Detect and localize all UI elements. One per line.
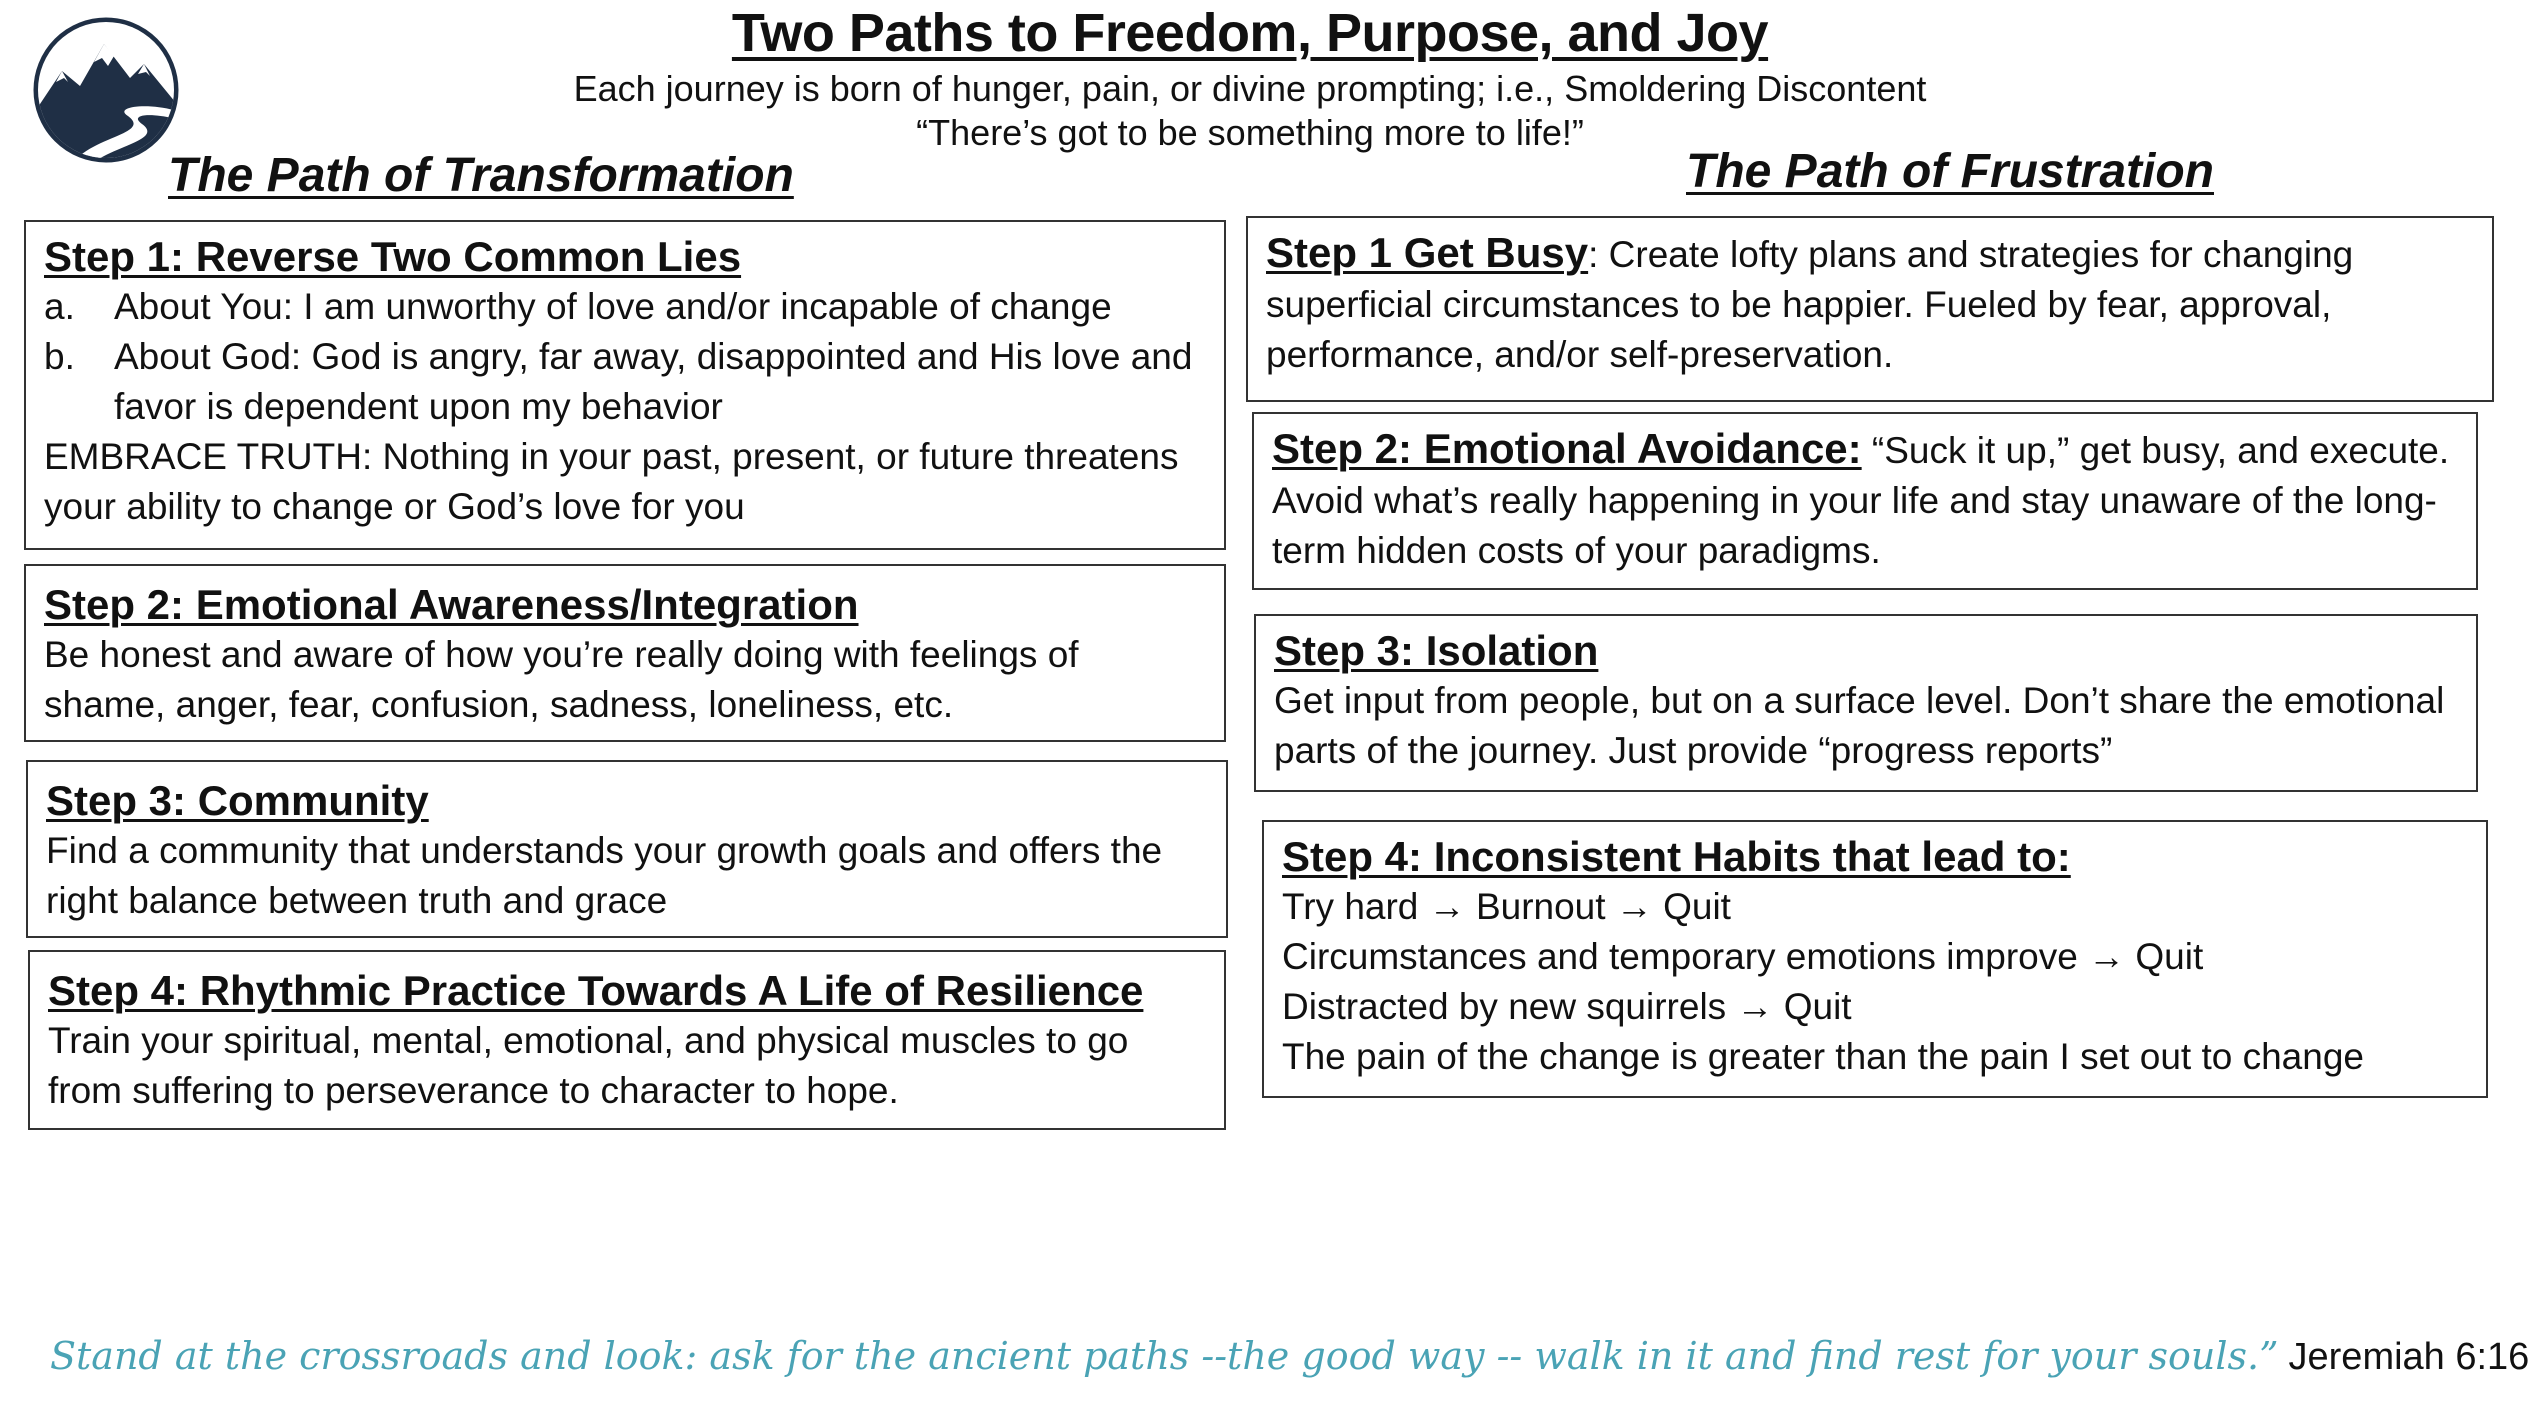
frustration-step1-body: : Create lofty plans and strategies for changing superficial circumstances to be happier. Fueled by fear, approval, performance, and/or self-preservation.: [1266, 234, 2354, 375]
habit-line: The pain of the change is greater than the pain I set out to change: [1282, 1036, 2364, 1077]
transformation-step4-title: Step 4: Rhythmic Practice Towards A Life of Resilience: [48, 967, 1144, 1014]
habit-line: Circumstances and temporary emotions improve → Quit: [1282, 936, 2204, 977]
list-item: [44, 282, 1206, 332]
transformation-step1-title: Step 1: Reverse Two Common Lies: [44, 233, 742, 280]
page-subtitle-quote: “There’s got to be something more to life!”: [916, 112, 1584, 153]
transformation-step3-body: Find a community that understands your growth goals and offers the right balance between truth and grace: [46, 830, 1163, 921]
frustration-step4-box: [1262, 820, 2488, 1098]
page-title: Two Paths to Freedom, Purpose, and Joy: [731, 3, 1769, 63]
lie-about-you-text: About You: I am unworthy of love and/or incapable of change: [114, 286, 1112, 327]
list-marker: a.: [44, 286, 75, 327]
transformation-step4-body: Train your spiritual, mental, emotional, and physical muscles to go from suffering to perseverance to character to hope.: [48, 1020, 1129, 1111]
transformation-step3-title: Step 3: Community: [46, 777, 429, 824]
list-item: [44, 332, 1206, 432]
frustration-step1-box: [1246, 216, 2494, 402]
frustration-step2-box: [1252, 412, 2478, 590]
transformation-heading: The Path of Transformation: [168, 149, 794, 202]
frustration-step2-body: “Suck it up,” get busy, and execute. Avoid what’s really happening in your life and stay unaware of the long-term hidden costs of your paradigms.: [1272, 430, 2450, 571]
list-marker: b.: [44, 336, 75, 377]
frustration-step3-body: Get input from people, but on a surface level. Don’t share the emotional parts of the journey. Just provide “progress reports”: [1274, 680, 2445, 771]
transformation-step4-box: [28, 950, 1226, 1130]
transformation-step3-box: [26, 760, 1228, 938]
frustration-heading: The Path of Frustration: [1686, 145, 2214, 198]
page-subtitle: Each journey is born of hunger, pain, or divine prompting; i.e., Smoldering Discontent: [573, 68, 1927, 109]
frustration-step4-title: Step 4: Inconsistent Habits that lead to:: [1282, 833, 2071, 880]
transformation-step1-box: [24, 220, 1226, 550]
habit-line: Try hard → Burnout → Quit: [1282, 886, 1731, 927]
lie-about-god-text: About God: God is angry, far away, disappointed and His love and favor is dependent upon my behavior: [114, 336, 1193, 427]
frustration-step3-box: [1254, 614, 2478, 792]
scripture-quote: [50, 1334, 2529, 1379]
frustration-step3-title: Step 3: Isolation: [1274, 627, 1599, 674]
scripture-reference: Jeremiah 6:16: [2288, 1336, 2529, 1378]
embrace-truth-text: EMBRACE TRUTH: Nothing in your past, present, or future threatens your ability to change or God’s love for you: [44, 436, 1179, 527]
frustration-step1-title: Step 1 Get Busy: [1266, 229, 1589, 276]
transformation-step2-body: Be honest and aware of how you’re really doing with feelings of shame, anger, fear, confusion, sadness, loneliness, etc.: [44, 634, 1079, 725]
scripture-verse: Stand at the crossroads and look: ask for the ancient paths --the good way -- walk in it and find rest for your souls.”: [50, 1334, 2279, 1378]
frustration-step2-title: Step 2: Emotional Avoidance:: [1272, 425, 1862, 472]
transformation-step2-box: [24, 564, 1226, 742]
transformation-step2-title: Step 2: Emotional Awareness/Integration: [44, 581, 859, 628]
habit-line: Distracted by new squirrels → Quit: [1282, 986, 1852, 1027]
